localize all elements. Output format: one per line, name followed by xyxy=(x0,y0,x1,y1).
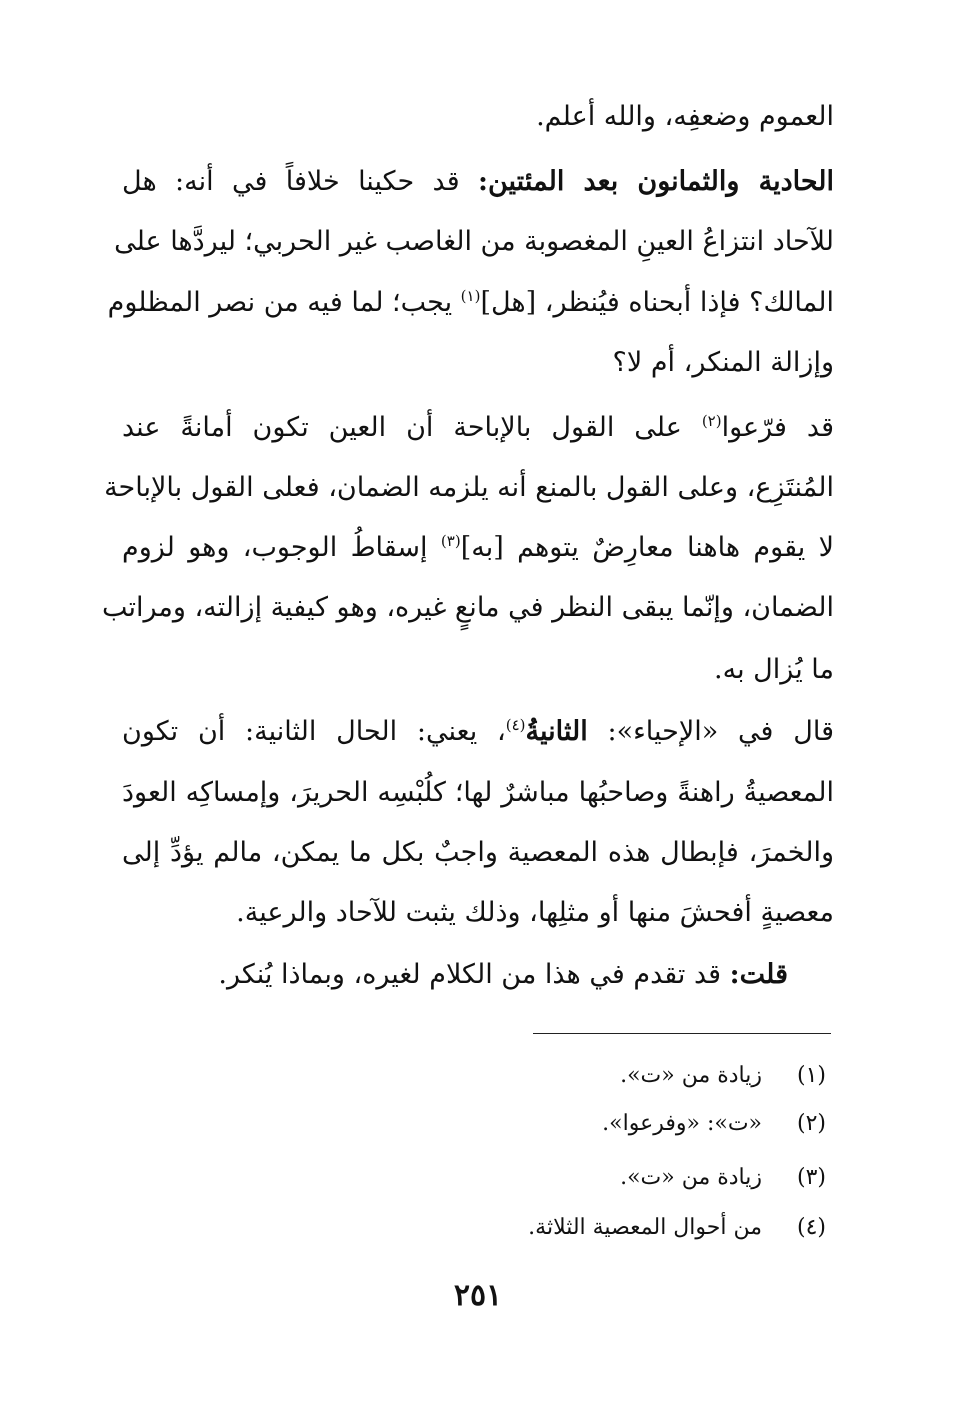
footnote xyxy=(226,1108,826,1140)
text-line xyxy=(104,468,834,508)
text-line xyxy=(122,712,834,752)
text-line xyxy=(122,773,834,813)
text-run: لا يقوم هاهنا معارِضٌ يتوهم [به] xyxy=(460,532,834,563)
footnote xyxy=(226,1212,826,1244)
text-run: المُنتَزِع، وعلى القول بالمنع أنه يلزمه الضمان، فعلى القول بالإباحة xyxy=(104,472,834,503)
text-run: المالك؟ فإذا أبحناه فيُنظر، [هل] xyxy=(480,287,834,318)
text-run: للآحاد انتزاعُ العينِ المغصوبة من الغاصب غير الحربي؛ ليردَّها على xyxy=(114,226,834,257)
footnote-reference: (١) xyxy=(460,287,481,305)
text-run: إسقاطُ الوجوب، وهو لزوم xyxy=(122,532,441,563)
page-number: ٢٥١ xyxy=(453,1278,503,1313)
text-line xyxy=(122,833,834,873)
text-run: ، يعني: الحال الثانية: أن تكون xyxy=(122,716,506,747)
text-run: قد تقدم في هذا من الكلام لغيره، وبماذا يُنكر. xyxy=(218,959,730,990)
text-run: قد فرّعوا xyxy=(721,412,834,443)
text-line xyxy=(101,588,834,628)
text-line xyxy=(107,283,834,323)
footnote-text: من أحوال المعصية الثلاثة. xyxy=(528,1215,762,1240)
bold-term: الثانيةُ xyxy=(525,716,588,747)
text-run: العموم وضعفِه، والله أعلم. xyxy=(536,101,834,132)
text-run: المعصيةُ راهنةً وصاحبُها مباشرٌ لها؛ كلُبْسِه الحريرَ، وإمساكِه العودَ xyxy=(122,777,834,808)
footnote-text: «ت»: «وفرعوا». xyxy=(602,1111,762,1136)
text-run: قد حكينا خلافاً في أنه: هل xyxy=(122,166,460,197)
text-line xyxy=(122,97,834,137)
footnote-number: (١) xyxy=(796,1063,826,1088)
text-line xyxy=(114,222,834,262)
footnote xyxy=(226,1060,826,1092)
footnote-number: (٤) xyxy=(796,1215,826,1240)
text-run: الضمان، وإنّما يبقى النظر في مانعٍ غيره، وهو كيفية إزالته، ومراتب xyxy=(101,592,834,623)
text-line xyxy=(122,162,834,202)
footnote-reference: (٤) xyxy=(505,716,526,734)
text-line xyxy=(122,343,834,383)
footnote-number: (٣) xyxy=(796,1165,826,1190)
text-run: على القول بالإباحة أن العين تكون أمانةً عند xyxy=(122,412,702,443)
text-run: معصيةٍ أفحشَ منها أو مثلِها، وذلك يثبت للآحاد والرعية. xyxy=(236,897,834,928)
qultu-label: قلت: xyxy=(729,959,788,990)
footnote-separator xyxy=(533,1033,831,1034)
footnote-reference: (٢) xyxy=(701,412,722,430)
text-run: يجب؛ لما فيه من نصر المظلوم xyxy=(107,287,461,318)
footnote-text: زيادة من «ت». xyxy=(620,1165,762,1190)
text-run: والخمرَ، فإبطال هذه المعصية واجبٌ بكل ما يمكن، مالم يؤدِّ إلى xyxy=(122,837,834,868)
footnote-reference: (٣) xyxy=(440,532,461,550)
footnote-number: (٢) xyxy=(796,1111,826,1136)
footnote xyxy=(226,1162,826,1194)
text-line xyxy=(122,893,834,933)
text-line xyxy=(122,408,834,448)
text-line xyxy=(122,528,834,568)
text-line xyxy=(76,955,788,995)
section-heading: الحادية والثمانون بعد المئتين: xyxy=(478,166,835,197)
text-run: ما يُزال به. xyxy=(714,654,834,685)
text-run: وإزالة المنكر، أم لا؟ xyxy=(612,347,834,378)
text-line xyxy=(122,650,834,690)
footnote-text: زيادة من «ت». xyxy=(620,1063,762,1088)
text-run: قال في «الإحياء»: xyxy=(587,716,834,747)
